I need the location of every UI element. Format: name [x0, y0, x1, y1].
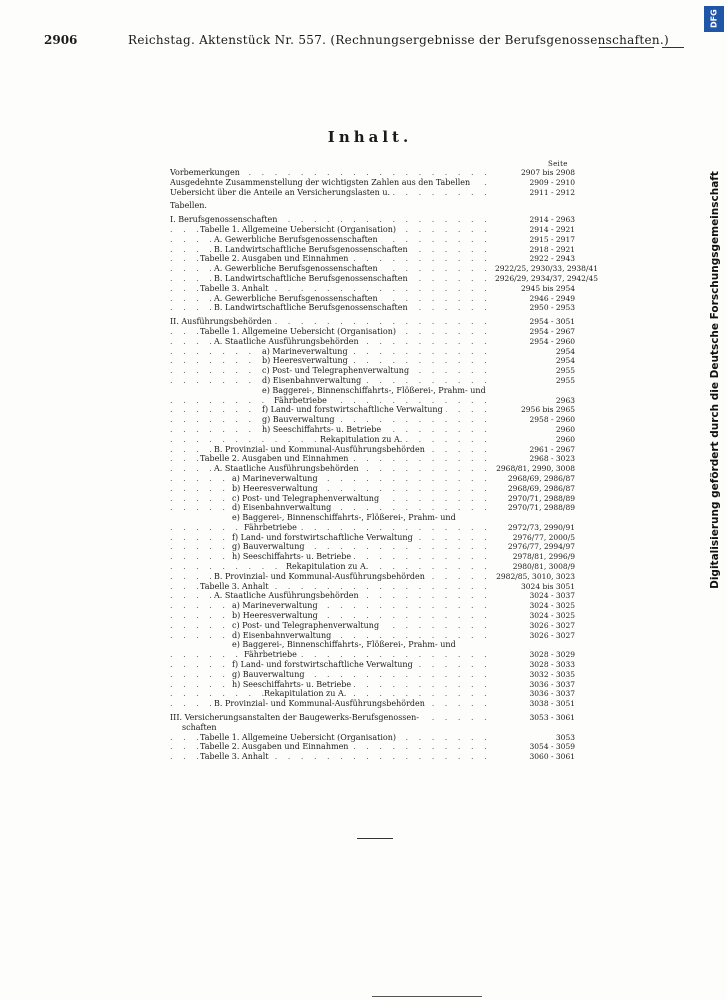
toc-entry-label: Tabelle 2. Ausgaben und Einnahmen — [200, 742, 351, 752]
leader-dots — [170, 601, 495, 611]
toc-entry — [170, 713, 575, 723]
toc-entry-label: Tabelle 3. Anhalt — [200, 284, 272, 294]
toc-entry-label: d) Eisenbahnverwaltung — [232, 503, 334, 513]
toc-entry-pages: 2963 — [495, 396, 575, 406]
toc-entry-label: B. Landwirtschaftliche Berufsgenossenschaften — [214, 303, 411, 313]
toc-entry-pages: 2956 bis 2965 — [495, 405, 575, 415]
toc-entry — [170, 235, 575, 245]
toc-entry — [170, 464, 575, 474]
leader-dots — [170, 542, 495, 552]
toc-entry — [170, 405, 575, 415]
toc-entry-label: Rekapitulation zu A. — [320, 435, 405, 445]
toc-entry — [170, 188, 575, 198]
toc-entry-pages: 2980/81, 3008/9 — [495, 562, 575, 572]
digitization-sidebar — [701, 0, 727, 1000]
toc-entry-label: f) Land- und forstwirtschaftliche Verwaltung — [262, 405, 446, 415]
toc-entry-label: Tabelle 1. Allgemeine Uebersicht (Organisation) — [200, 327, 399, 337]
toc-entry — [170, 327, 575, 337]
toc-entry-pages: 2950 - 2953 — [495, 303, 575, 313]
dfg-logo: DFG — [704, 6, 724, 32]
toc-entry — [170, 680, 575, 690]
toc-entry-pages: 2914 - 2921 — [495, 225, 575, 235]
toc-entry — [170, 337, 575, 347]
toc-entry — [170, 366, 575, 376]
toc-entry-label: III. Versicherungsanstalten der Baugewerks-Berufsgenossen- — [170, 713, 422, 723]
toc-entry — [170, 168, 575, 178]
toc-entry — [170, 552, 575, 562]
toc-entry-label: Tabellen. — [170, 201, 210, 211]
toc-entry-label: e) Baggerei-, Binnenschiffahrts-, Flößerei-, Prahm- und — [262, 386, 489, 396]
toc-entry-label: c) Post- und Telegraphenverwaltung — [232, 494, 382, 504]
toc-entry-label: A. Gewerbliche Berufsgenossenschaften — [214, 235, 381, 245]
toc-entry-pages: 3024 - 3025 — [495, 611, 575, 621]
toc-entry-pages: 3038 - 3051 — [495, 699, 575, 709]
toc-entry — [170, 533, 575, 543]
running-head: Reichstag. Aktenstück Nr. 557. (Rechnungsergebnisse der Berufsgenossenschaften.) — [128, 33, 670, 47]
toc-entry — [170, 347, 575, 357]
toc-entry-label: a) Marineverwaltung — [232, 474, 321, 484]
toc-entry-label: Tabelle 1. Allgemeine Uebersicht (Organisation) — [200, 733, 399, 743]
leader-dots — [170, 396, 495, 406]
funding-notice: Digitalisierung gefördert durch die Deutsche Forschungsgemeinschaft — [709, 171, 721, 589]
toc-entry-label: Rekapitulation zu A. — [286, 562, 371, 572]
page-title: Inhalt. — [327, 128, 413, 146]
toc-entry-label: A. Gewerbliche Berufsgenossenschaften — [214, 264, 381, 274]
toc-entry-label: B. Provinzial- und Kommunal-Ausführungsbehörden — [214, 699, 428, 709]
leader-dots — [170, 474, 495, 484]
toc-entry — [170, 425, 575, 435]
toc-entry-pages: 3024 - 3037 — [495, 591, 575, 601]
toc-entry-pages: 2907 bis 2908 — [495, 168, 575, 178]
toc-entry — [170, 396, 575, 406]
toc-entry-pages: 3026 - 3027 — [495, 621, 575, 631]
leader-dots — [170, 611, 495, 621]
toc-entry — [170, 273, 599, 284]
leader-dots — [170, 670, 495, 680]
toc-entry-label: c) Post- und Telegraphenverwaltung — [262, 366, 412, 376]
toc-entry-label: B. Landwirtschaftliche Berufsgenossenschaften — [214, 274, 411, 284]
toc-entry — [170, 640, 575, 650]
toc-entry-label: I. Berufsgenossenschaften — [170, 215, 280, 225]
toc-entry-pages: 2954 - 2967 — [495, 327, 575, 337]
toc-entry — [170, 752, 575, 762]
toc-entry-label: b) Heeresverwaltung — [232, 611, 321, 621]
toc-entry — [170, 178, 575, 188]
toc-entry — [170, 513, 575, 523]
toc-entry — [170, 264, 599, 274]
toc-entry — [170, 733, 575, 743]
toc-entry-pages: 3028 - 3033 — [495, 660, 575, 670]
toc-entry-pages: 3053 — [495, 733, 575, 743]
toc-entry-label: Tabelle 1. Allgemeine Uebersicht (Organisation) — [200, 225, 399, 235]
toc-entry-label: B. Provinzial- und Kommunal-Ausführungsbehörden — [214, 445, 428, 455]
toc-entry — [170, 484, 575, 494]
toc-entry-pages: 2961 - 2967 — [495, 445, 575, 455]
toc-entry-pages: 2909 - 2910 — [495, 178, 575, 188]
toc-entry — [170, 572, 575, 582]
leader-dots — [170, 484, 495, 494]
toc-entry-pages: 3053 - 3061 — [495, 713, 575, 723]
toc-entry — [170, 631, 575, 641]
toc-entry-pages: 2955 — [495, 376, 575, 386]
toc-entry-label: a) Marineverwaltung — [232, 601, 321, 611]
leader-dots — [170, 523, 495, 533]
toc-entry — [170, 245, 575, 255]
table-of-contents — [170, 168, 599, 762]
toc-entry-pages: 3032 - 3035 — [495, 670, 575, 680]
toc-entry-pages: 2978/81, 2996/9 — [495, 552, 575, 562]
toc-entry-pages: 2960 — [495, 435, 575, 445]
toc-entry — [170, 582, 575, 592]
toc-entry — [170, 591, 575, 601]
toc-entry-label: f) Land- und forstwirtschaftliche Verwaltung — [232, 533, 416, 543]
toc-entry-label: f) Land- und forstwirtschaftliche Verwaltung — [232, 660, 416, 670]
toc-entry-label: g) Bauverwaltung — [232, 542, 307, 552]
toc-entry-pages: 2968 - 3023 — [495, 454, 575, 464]
toc-entry — [170, 523, 575, 533]
toc-entry-pages: 2970/71, 2988/89 — [495, 503, 575, 513]
toc-entry-label: A. Staatliche Ausführungsbehörden — [214, 464, 362, 474]
toc-entry — [170, 621, 575, 631]
toc-entry-label: e) Baggerei-, Binnenschiffahrts-, Flößerei-, Prahm- und — [232, 513, 459, 523]
toc-entry-pages: 3028 - 3029 — [495, 650, 575, 660]
toc-entry-label: h) Seeschiffahrts- u. Betriebe — [262, 425, 384, 435]
toc-entry — [170, 254, 575, 264]
toc-entry — [170, 445, 575, 455]
toc-entry-pages: 2970/71, 2988/89 — [495, 494, 575, 504]
toc-entry-pages: 2954 — [495, 347, 575, 357]
toc-entry-pages: 2958 - 2960 — [495, 415, 575, 425]
toc-entry-pages: 2976/77, 2994/97 — [495, 542, 575, 552]
toc-entry — [170, 376, 575, 386]
toc-entry-label: h) Seeschiffahrts- u. Betriebe — [232, 680, 354, 690]
toc-entry — [170, 294, 575, 304]
toc-entry-pages: 3024 bis 3051 — [495, 582, 575, 592]
toc-entry-label: Rekapitulation zu A. — [264, 689, 349, 699]
toc-entry-pages: 2926/29, 2934/37, 2942/45 — [495, 273, 599, 283]
toc-entry — [170, 742, 575, 752]
toc-entry-pages: 2968/69, 2986/87 — [495, 484, 575, 494]
toc-entry-pages: 2911 - 2912 — [495, 188, 575, 198]
toc-entry — [170, 284, 575, 294]
toc-entry-pages: 2914 - 2963 — [495, 215, 575, 225]
toc-entry-label: d) Eisenbahnverwaltung — [232, 631, 334, 641]
toc-entry-pages: 2955 — [495, 366, 575, 376]
toc-entry-label: c) Post- und Telegraphenverwaltung — [232, 621, 382, 631]
toc-entry — [170, 542, 575, 552]
toc-entry-label: g) Bauverwaltung — [232, 670, 307, 680]
toc-entry-label: Tabelle 2. Ausgaben und Einnahmen — [200, 254, 351, 264]
toc-entry-label: Tabelle 3. Anhalt — [200, 752, 272, 762]
toc-entry — [170, 723, 575, 733]
toc-entry — [170, 317, 575, 327]
toc-entry — [170, 201, 575, 211]
leader-dots — [170, 650, 495, 660]
toc-entry — [170, 415, 575, 425]
toc-entry — [170, 699, 575, 709]
toc-entry-pages: 3060 - 3061 — [495, 752, 575, 762]
toc-entry — [170, 689, 575, 699]
toc-entry — [170, 474, 575, 484]
toc-entry-pages: 2945 bis 2954 — [495, 284, 575, 294]
toc-entry-label: Fährbetriebe — [244, 523, 300, 533]
footer-rule — [372, 996, 482, 997]
toc-entry-label: h) Seeschiffahrts- u. Betriebe — [232, 552, 354, 562]
toc-entry-pages: 2922 - 2943 — [495, 254, 575, 264]
toc-entry-pages: 2915 - 2917 — [495, 235, 575, 245]
toc-entry-label: A. Gewerbliche Berufsgenossenschaften — [214, 294, 381, 304]
column-label-seite: Seite — [548, 160, 568, 168]
toc-entry-pages: 2976/77, 2000/5 — [495, 533, 575, 543]
toc-entry-label: A. Staatliche Ausführungsbehörden — [214, 337, 362, 347]
toc-entry — [170, 215, 575, 225]
toc-entry-pages: 2960 — [495, 425, 575, 435]
toc-entry-label: Fährbetriebe — [274, 396, 330, 406]
toc-entry-pages: 2918 - 2921 — [495, 245, 575, 255]
header-rule-left — [599, 47, 654, 48]
toc-entry-pages: 2954 - 2960 — [495, 337, 575, 347]
toc-entry-label: Fährbetriebe — [244, 650, 300, 660]
toc-entry — [170, 454, 575, 464]
toc-entry-pages: 2972/73, 2990/91 — [495, 523, 575, 533]
toc-entry-pages: 3026 - 3027 — [495, 631, 575, 641]
toc-entry — [170, 611, 575, 621]
toc-entry — [170, 660, 575, 670]
toc-entry — [170, 601, 575, 611]
toc-entry-label: a) Marineverwaltung — [262, 347, 351, 357]
toc-entry-label: schaften — [182, 723, 220, 733]
toc-entry-label: Uebersicht über die Anteile an Versicherungslasten u. — [170, 188, 393, 198]
toc-entry — [170, 650, 575, 660]
toc-entry-label: d) Eisenbahnverwaltung — [262, 376, 364, 386]
toc-entry — [170, 356, 575, 366]
toc-entry — [170, 503, 575, 513]
toc-entry-label: e) Baggerei-, Binnenschiffahrts-, Flößerei-, Prahm- und — [232, 640, 459, 650]
toc-entry-label: Vorbemerkungen — [170, 168, 243, 178]
toc-entry-pages: 2946 - 2949 — [495, 294, 575, 304]
toc-entry-label: II. Ausführungsbehörden — [170, 317, 275, 327]
toc-entry-pages: 3054 - 3059 — [495, 742, 575, 752]
toc-entry-pages: 3024 - 3025 — [495, 601, 575, 611]
toc-entry — [170, 670, 575, 680]
toc-entry-label: Tabelle 2. Ausgaben und Einnahmen — [200, 454, 351, 464]
toc-entry-pages: 2968/69, 2986/87 — [495, 474, 575, 484]
toc-entry-label: b) Heeresverwaltung — [262, 356, 351, 366]
toc-entry-label: b) Heeresverwaltung — [232, 484, 321, 494]
toc-entry-pages: 2954 — [495, 356, 575, 366]
toc-entry-label: B. Landwirtschaftliche Berufsgenossenschaften — [214, 245, 411, 255]
toc-entry-label: g) Bauverwaltung — [262, 415, 337, 425]
toc-entry-label: A. Staatliche Ausführungsbehörden — [214, 591, 362, 601]
toc-entry-pages: 3036 - 3037 — [495, 689, 575, 699]
toc-entry — [170, 225, 575, 235]
toc-entry-pages: 2922/25, 2930/33, 2938/41 — [495, 264, 599, 274]
running-header — [44, 32, 684, 50]
page-number: 2906 — [44, 33, 78, 47]
toc-entry-pages: 3036 - 3037 — [495, 680, 575, 690]
toc-entry-pages: 2954 - 3051 — [495, 317, 575, 327]
toc-entry-label: B. Provinzial- und Kommunal-Ausführungsbehörden — [214, 572, 428, 582]
toc-entry — [170, 435, 575, 445]
end-rule — [357, 838, 393, 839]
toc-entry — [170, 386, 575, 396]
toc-entry-label: Ausgedehnte Zusammenstellung der wichtigsten Zahlen aus den Tabellen — [170, 178, 473, 188]
toc-entry — [170, 303, 575, 313]
toc-entry-pages: 2982/85, 3010, 3023 — [496, 571, 575, 581]
toc-entry — [170, 562, 575, 572]
header-rule-right — [662, 47, 684, 48]
toc-entry-label: Tabelle 3. Anhalt — [200, 582, 272, 592]
toc-entry — [170, 494, 575, 504]
toc-entry-pages: 2968/81, 2990, 3008 — [496, 464, 575, 474]
